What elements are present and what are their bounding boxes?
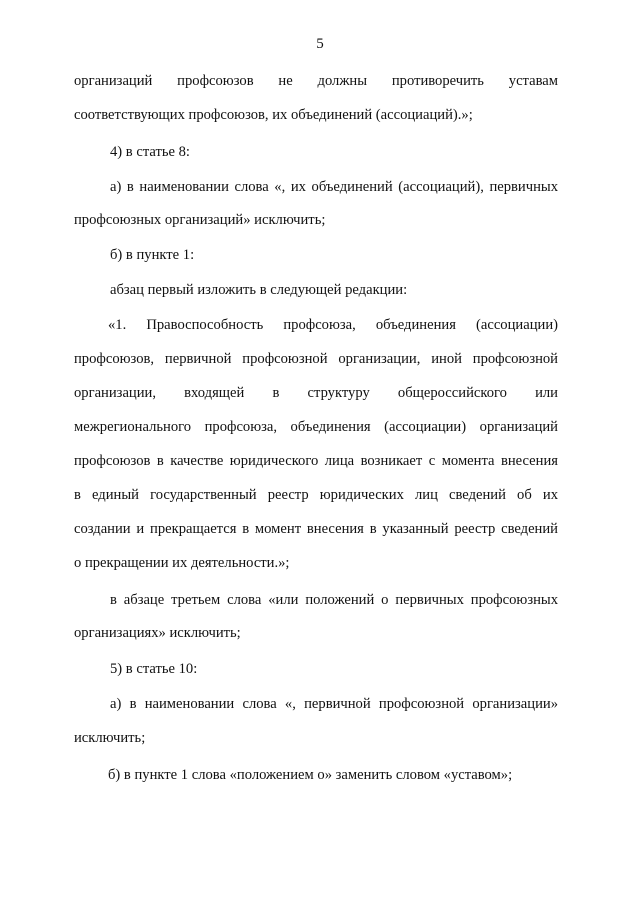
text-line: б) в пункте 1 слова «положением о» заменить словом «уставом»; — [108, 767, 513, 783]
text-line: соответствующих профсоюзов, их объединений (ассоциаций).»; — [74, 107, 473, 123]
text-line: межрегионального профсоюза, объединения (ассоциации) организаций — [74, 419, 558, 435]
text-line: в абзаце третьем слова «или положений о первичных профсоюзных — [110, 592, 558, 608]
text-line: организациях» исключить; — [74, 625, 241, 641]
text-line: а) в наименовании слова «, первичной профсоюзной организации» — [110, 696, 558, 712]
page-number: 5 — [316, 36, 324, 52]
text-line: 4) в статье 8: — [110, 144, 190, 160]
text-line: организации, входящей в структуру общероссийского или — [74, 385, 558, 401]
text-line: 5) в статье 10: — [110, 661, 198, 677]
text-line: а) в наименовании слова «, их объединений (ассоциаций), первичных — [110, 179, 558, 195]
text-line: «1. Правоспособность профсоюза, объединения (ассоциации) — [108, 317, 558, 333]
text-line: б) в пункте 1: — [110, 247, 195, 263]
text-line: профсоюзов, первичной профсоюзной организации, иной профсоюзной — [74, 351, 558, 367]
text-line: в единый государственный реестр юридических лиц сведений об их — [74, 487, 558, 503]
text-line: создании и прекращается в момент внесения в указанный реестр сведений — [74, 521, 558, 537]
text-line: о прекращении их деятельности.»; — [74, 555, 290, 571]
text-line: профсоюзов в качестве юридического лица возникает с момента внесения — [74, 453, 558, 469]
text-line: исключить; — [74, 730, 146, 746]
text-line: профсоюзных организаций» исключить; — [74, 212, 326, 228]
text-line: организаций профсоюзов не должны противоречить уставам — [74, 73, 558, 89]
text-line: абзац первый изложить в следующей редакции: — [110, 282, 408, 298]
